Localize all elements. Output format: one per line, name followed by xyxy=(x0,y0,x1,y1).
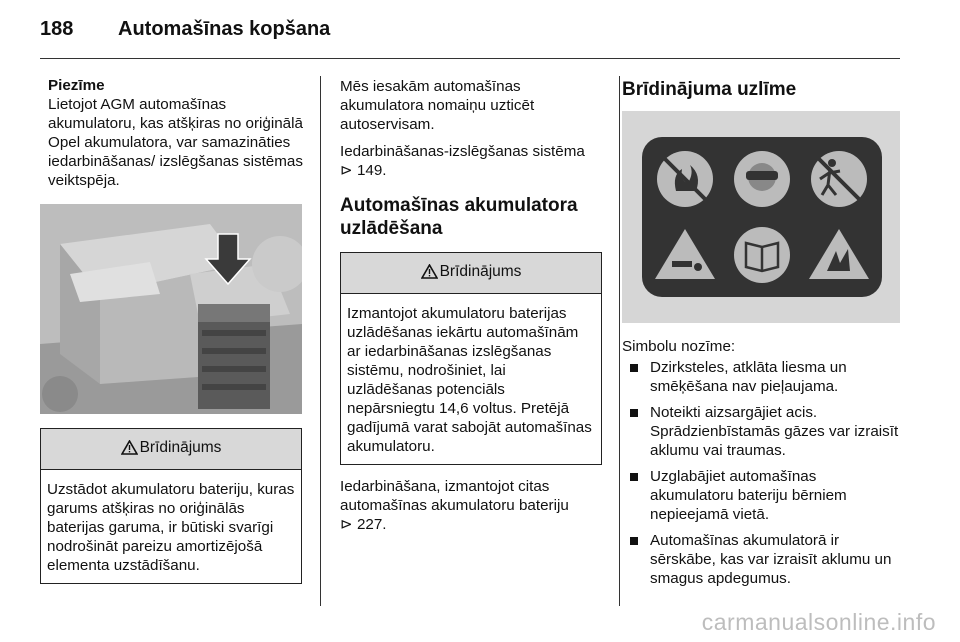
paragraph-stop-start xyxy=(340,142,602,180)
eye-protection-icon xyxy=(734,151,790,207)
list-item: Noteikti aizsargājiet acis. Sprādzienbīstamās gāzes var izraisīt aklumu vai traumas. xyxy=(622,403,902,460)
paragraph-service: Mēs iesakām automašīnas akumulatora nomaiņu uzticēt autoservisam. xyxy=(340,78,535,133)
warning-label-image xyxy=(622,111,900,323)
reference-arrow-icon: ⊳ xyxy=(340,516,353,533)
note-body: Lietojot AGM automašīnas akumulatoru, kas atšķiras no oriģinālā Opel akumulatora, var samazināties iedarbināšanas/ izslēgšanas sistēmas veiktspēja. xyxy=(48,96,303,189)
list-item: Uzglabājiet automašīnas akumulatoru bateriju bērniem nepieejamā vietā. xyxy=(622,467,902,524)
watermark: carmanualsonline.info xyxy=(701,609,936,635)
list-item: Dzirksteles, atklāta liesma un smēķēšana nav pieļaujama. xyxy=(622,358,902,396)
column-rule-2 xyxy=(619,76,620,606)
battery-photo xyxy=(40,204,302,414)
warning-body: Izmantojot akumulatoru baterijas uzlādēšanas iekārtu automašīnām ar iedarbināšanas izslēgšanas sistēmu, nodrošiniet, lai uzlādēšanas potenciāls nepārsniegtu 14,6 voltus. Pretējā gadījumā varat sabojāt automašīnas akumulatoru. xyxy=(347,305,592,455)
header-rule xyxy=(40,58,900,59)
jump-start-text: Iedarbināšana, izmantojot citas automašīnas akumulatoru bateriju xyxy=(340,478,569,514)
warning-header xyxy=(41,429,301,470)
warning-title: Brīdinājums xyxy=(439,263,522,280)
page-title: Automašīnas kopšana xyxy=(118,18,331,40)
column-2 xyxy=(340,76,602,534)
warning-title: Brīdinājums xyxy=(139,439,222,456)
reference-arrow-icon: ⊳ xyxy=(340,162,353,179)
column-1 xyxy=(48,76,310,584)
column-3 xyxy=(622,76,902,595)
warning-box-1 xyxy=(40,428,302,584)
warning-header xyxy=(341,253,601,294)
warning-body: Uzstādot akumulatoru bateriju, kuras garums atšķiras no oriģinālās baterijas garuma, ir būtiski svarīgi nodrošināt pareizu amortizējošā elementa uzstādīšanu. xyxy=(47,481,295,574)
no-fire-icon xyxy=(657,151,713,207)
symbol-list xyxy=(622,358,902,588)
warning-triangle-icon xyxy=(421,264,438,284)
paragraph-jump-start xyxy=(340,477,602,534)
warning-box-2 xyxy=(340,252,602,465)
keep-away-from-children-icon xyxy=(811,151,867,207)
section-heading-label: Brīdinājuma uzlīme xyxy=(622,79,797,100)
page-number: 188 xyxy=(40,18,74,40)
section-heading-charging: Automašīnas akumulatora uzlādēšana xyxy=(340,195,578,239)
warning-triangle-icon xyxy=(121,440,138,460)
note-title: Piezīme xyxy=(48,77,105,94)
stop-start-text: Iedarbināšanas-izslēgšanas sistēma xyxy=(340,143,585,160)
stop-start-page-ref[interactable]: 149. xyxy=(356,162,387,179)
read-manual-icon xyxy=(734,227,790,283)
column-rule-1 xyxy=(320,76,321,606)
list-item: Automašīnas akumulatorā ir sērskābe, kas var izraisīt aklumu un smagus apdegumus. xyxy=(622,531,902,588)
symbols-title: Simbolu nozīme: xyxy=(622,338,736,355)
jump-start-page-ref[interactable]: 227. xyxy=(356,516,387,533)
